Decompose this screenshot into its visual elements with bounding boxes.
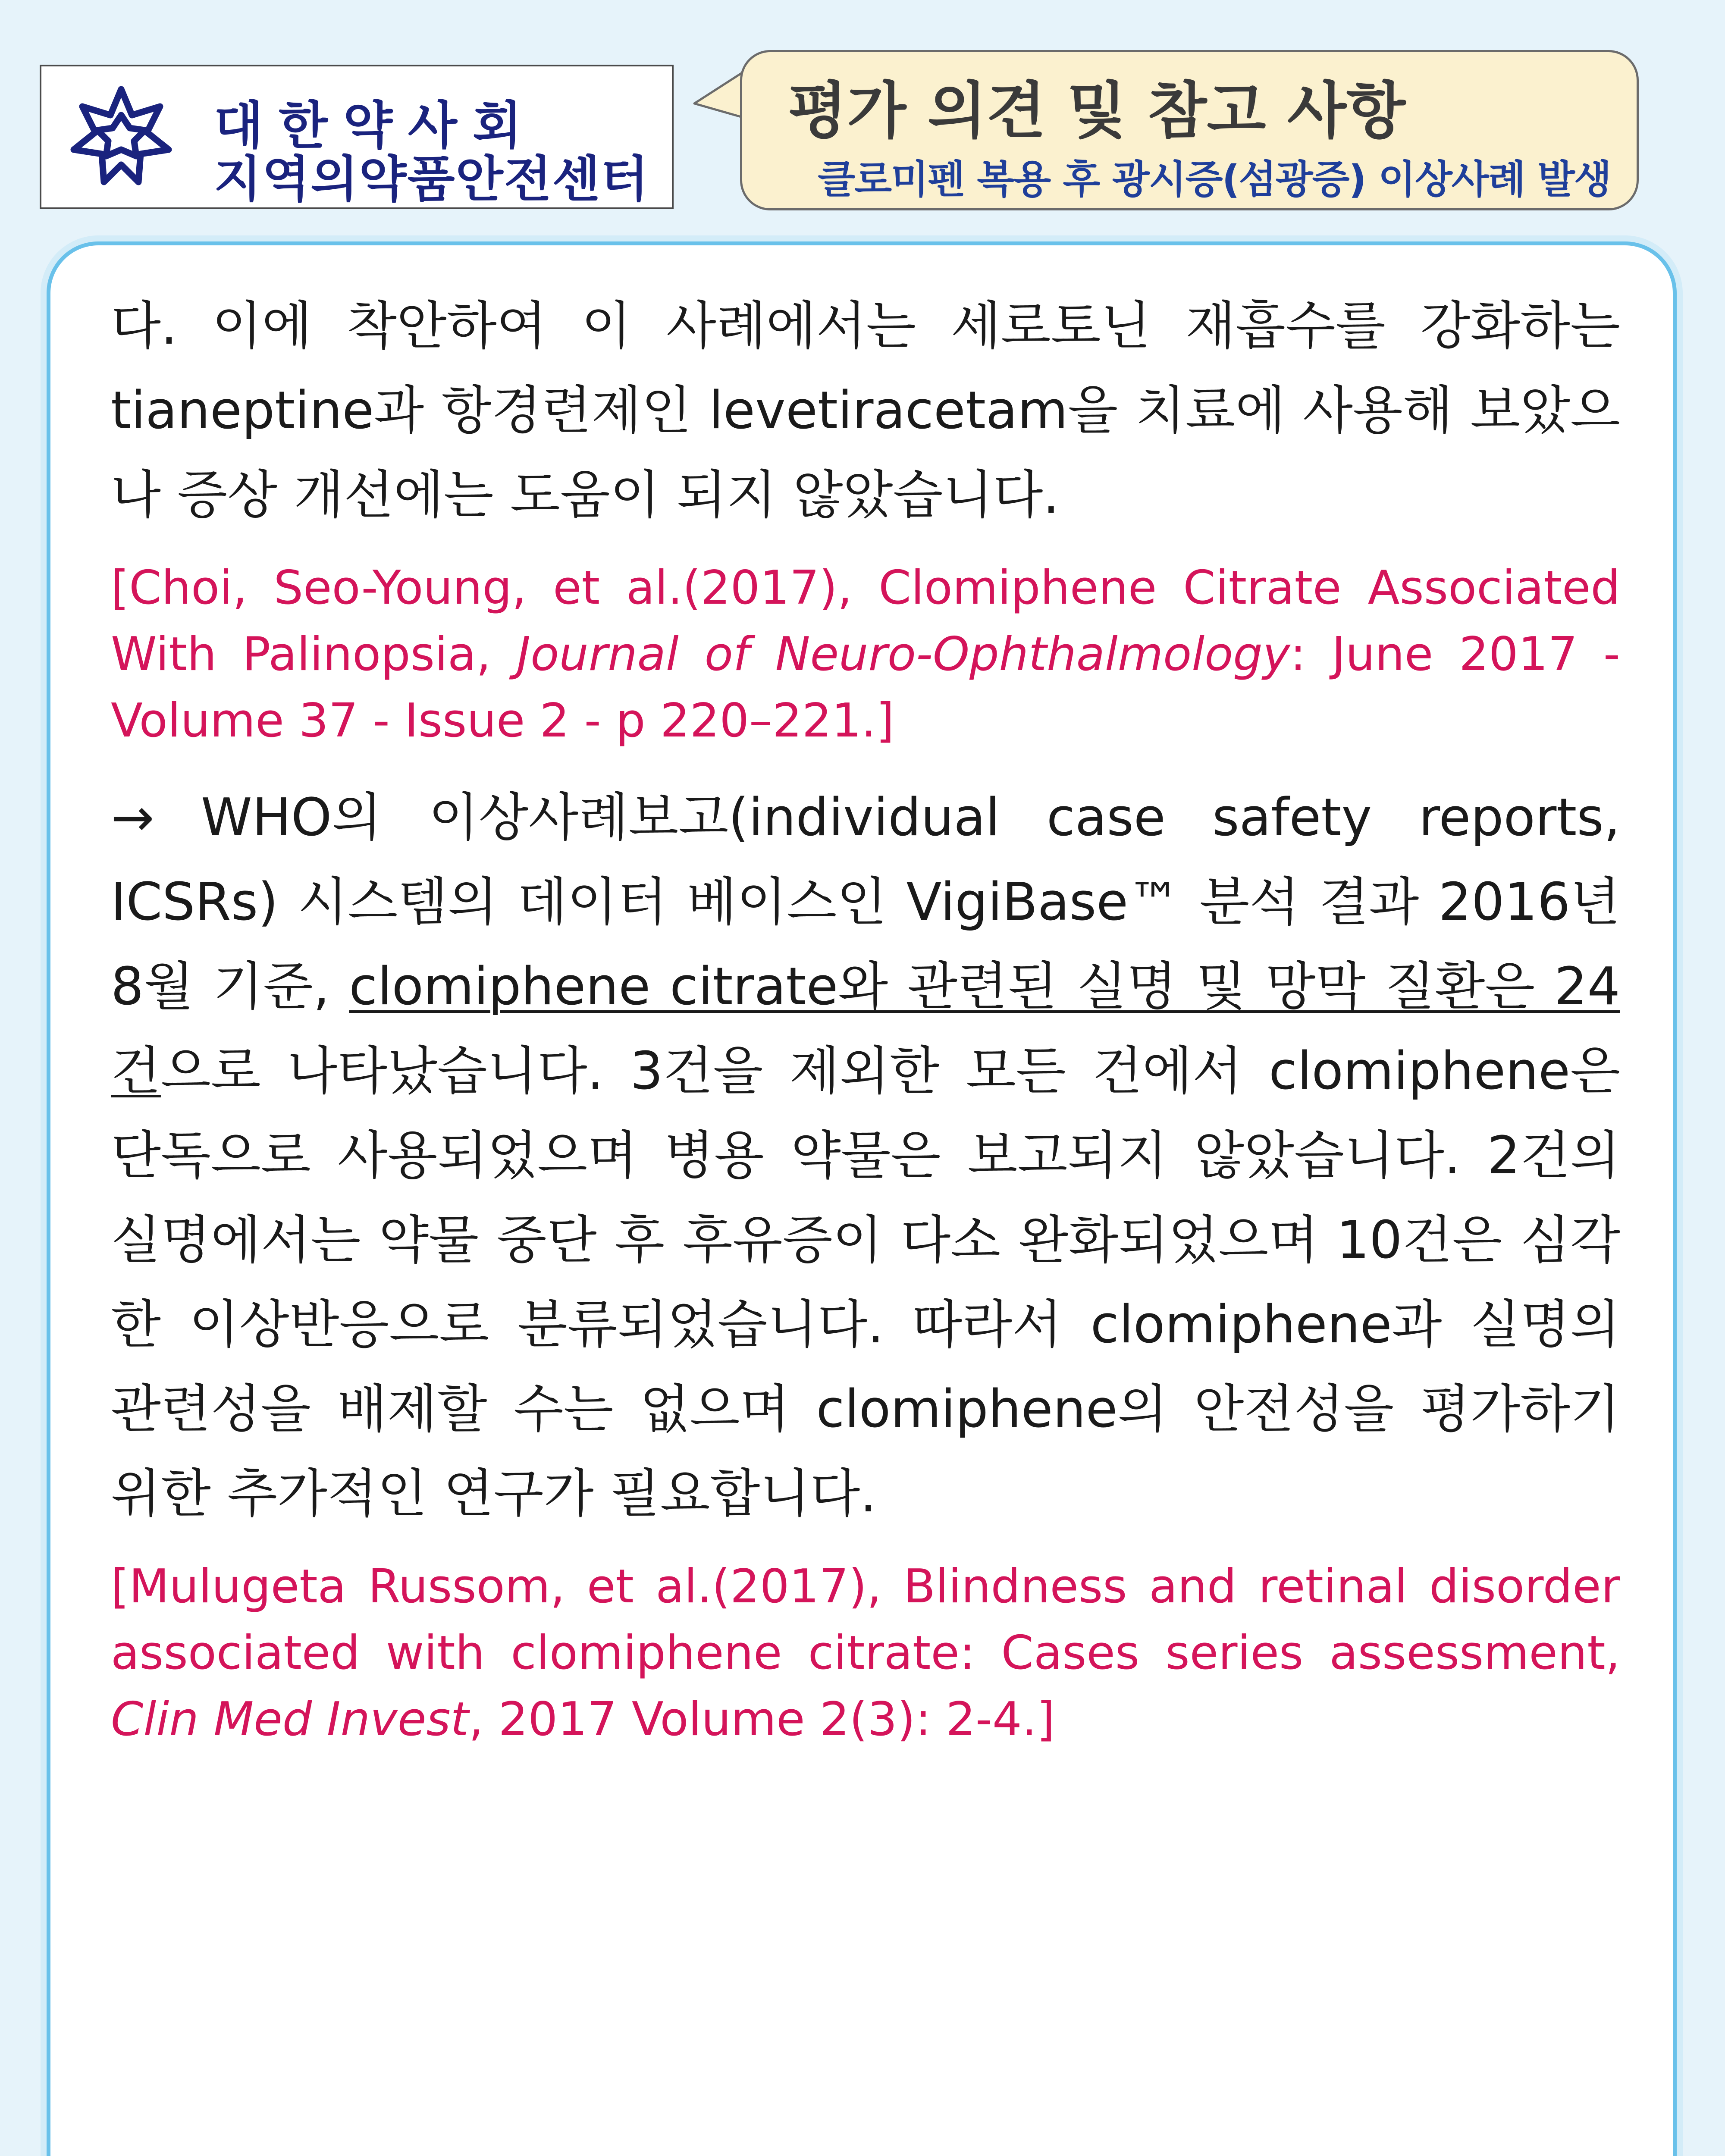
reference-2-text: [Mulugeta Russom, et al.(2017), Blindness and retinal disorder associated with clomiphene citrate: Cases series assessment,	[111, 1560, 1620, 1680]
reference-citation-2	[111, 1554, 1620, 1753]
paragraph-who-analysis	[111, 776, 1620, 1536]
reference-1-journal: Journal of Neuro-Ophthalmology	[517, 627, 1290, 681]
content-panel	[47, 241, 1677, 2156]
paragraph-lead: → WHO의 이상사례보고(individual case safety reports, ICSRs) 시스템의 데이터 베이스인 VigiBase™ 분석 결과 2016년 8월 기준,	[111, 788, 1620, 1017]
page-subtitle: 클로미펜 복용 후 광시증(섬광증) 이상사례 발생	[818, 157, 1611, 202]
page-title: 평가 의견 및 참고 사항	[788, 75, 1406, 147]
logo-box	[40, 65, 674, 209]
paragraph-continued: 다. 이에 착안하여 이 사례에서는 세로토닌 재흡수를 강화하는 tianeptine과 항경련제인 levetiracetam을 치료에 사용해 보았으나 증상 개선에는 도움이 되지 않았습니다.	[111, 296, 1620, 525]
reference-citation-1	[111, 555, 1620, 754]
reference-1-details: : June 2017 - Volume 37 - Issue 2 - p 220–221.]	[111, 627, 1620, 748]
reference-1-text: [Choi, Seo-Young, et al.(2017), Clomiphene Citrate Associated With Palinopsia,	[111, 561, 1620, 681]
logo-subtitle: 지역의약품안전센터	[214, 150, 649, 208]
reference-2-journal: Clin Med Invest	[111, 1692, 469, 1746]
underlined-finding: clomiphene citrate와 관련된 실명 및 망막 질환은 24건	[111, 957, 1620, 1101]
content-body	[111, 284, 1620, 1774]
pharmacist-association-emblem-icon	[67, 83, 175, 191]
speech-bubble	[740, 50, 1639, 210]
logo-title: 대한약사회	[214, 96, 537, 155]
paragraph-rest: 으로 나타났습니다. 3건을 제외한 모든 건에서 clomiphene은 단독으로 사용되었으며 병용 약물은 보고되지 않았습니다. 2건의 실명에서는 약물 중단 후 후유증이 다소 완화되었으며 10건은 심각한 이상반응으로 분류되었습니다. 따라서 clomiphene과 실명의 관련성을 배제할 수는 없으며 clomiphene의 안전성을 평가하기 위한 추가적인 연구가 필요합니다.	[111, 1041, 1620, 1524]
reference-2-details: , 2017 Volume 2(3): 2-4.]	[469, 1692, 1055, 1746]
